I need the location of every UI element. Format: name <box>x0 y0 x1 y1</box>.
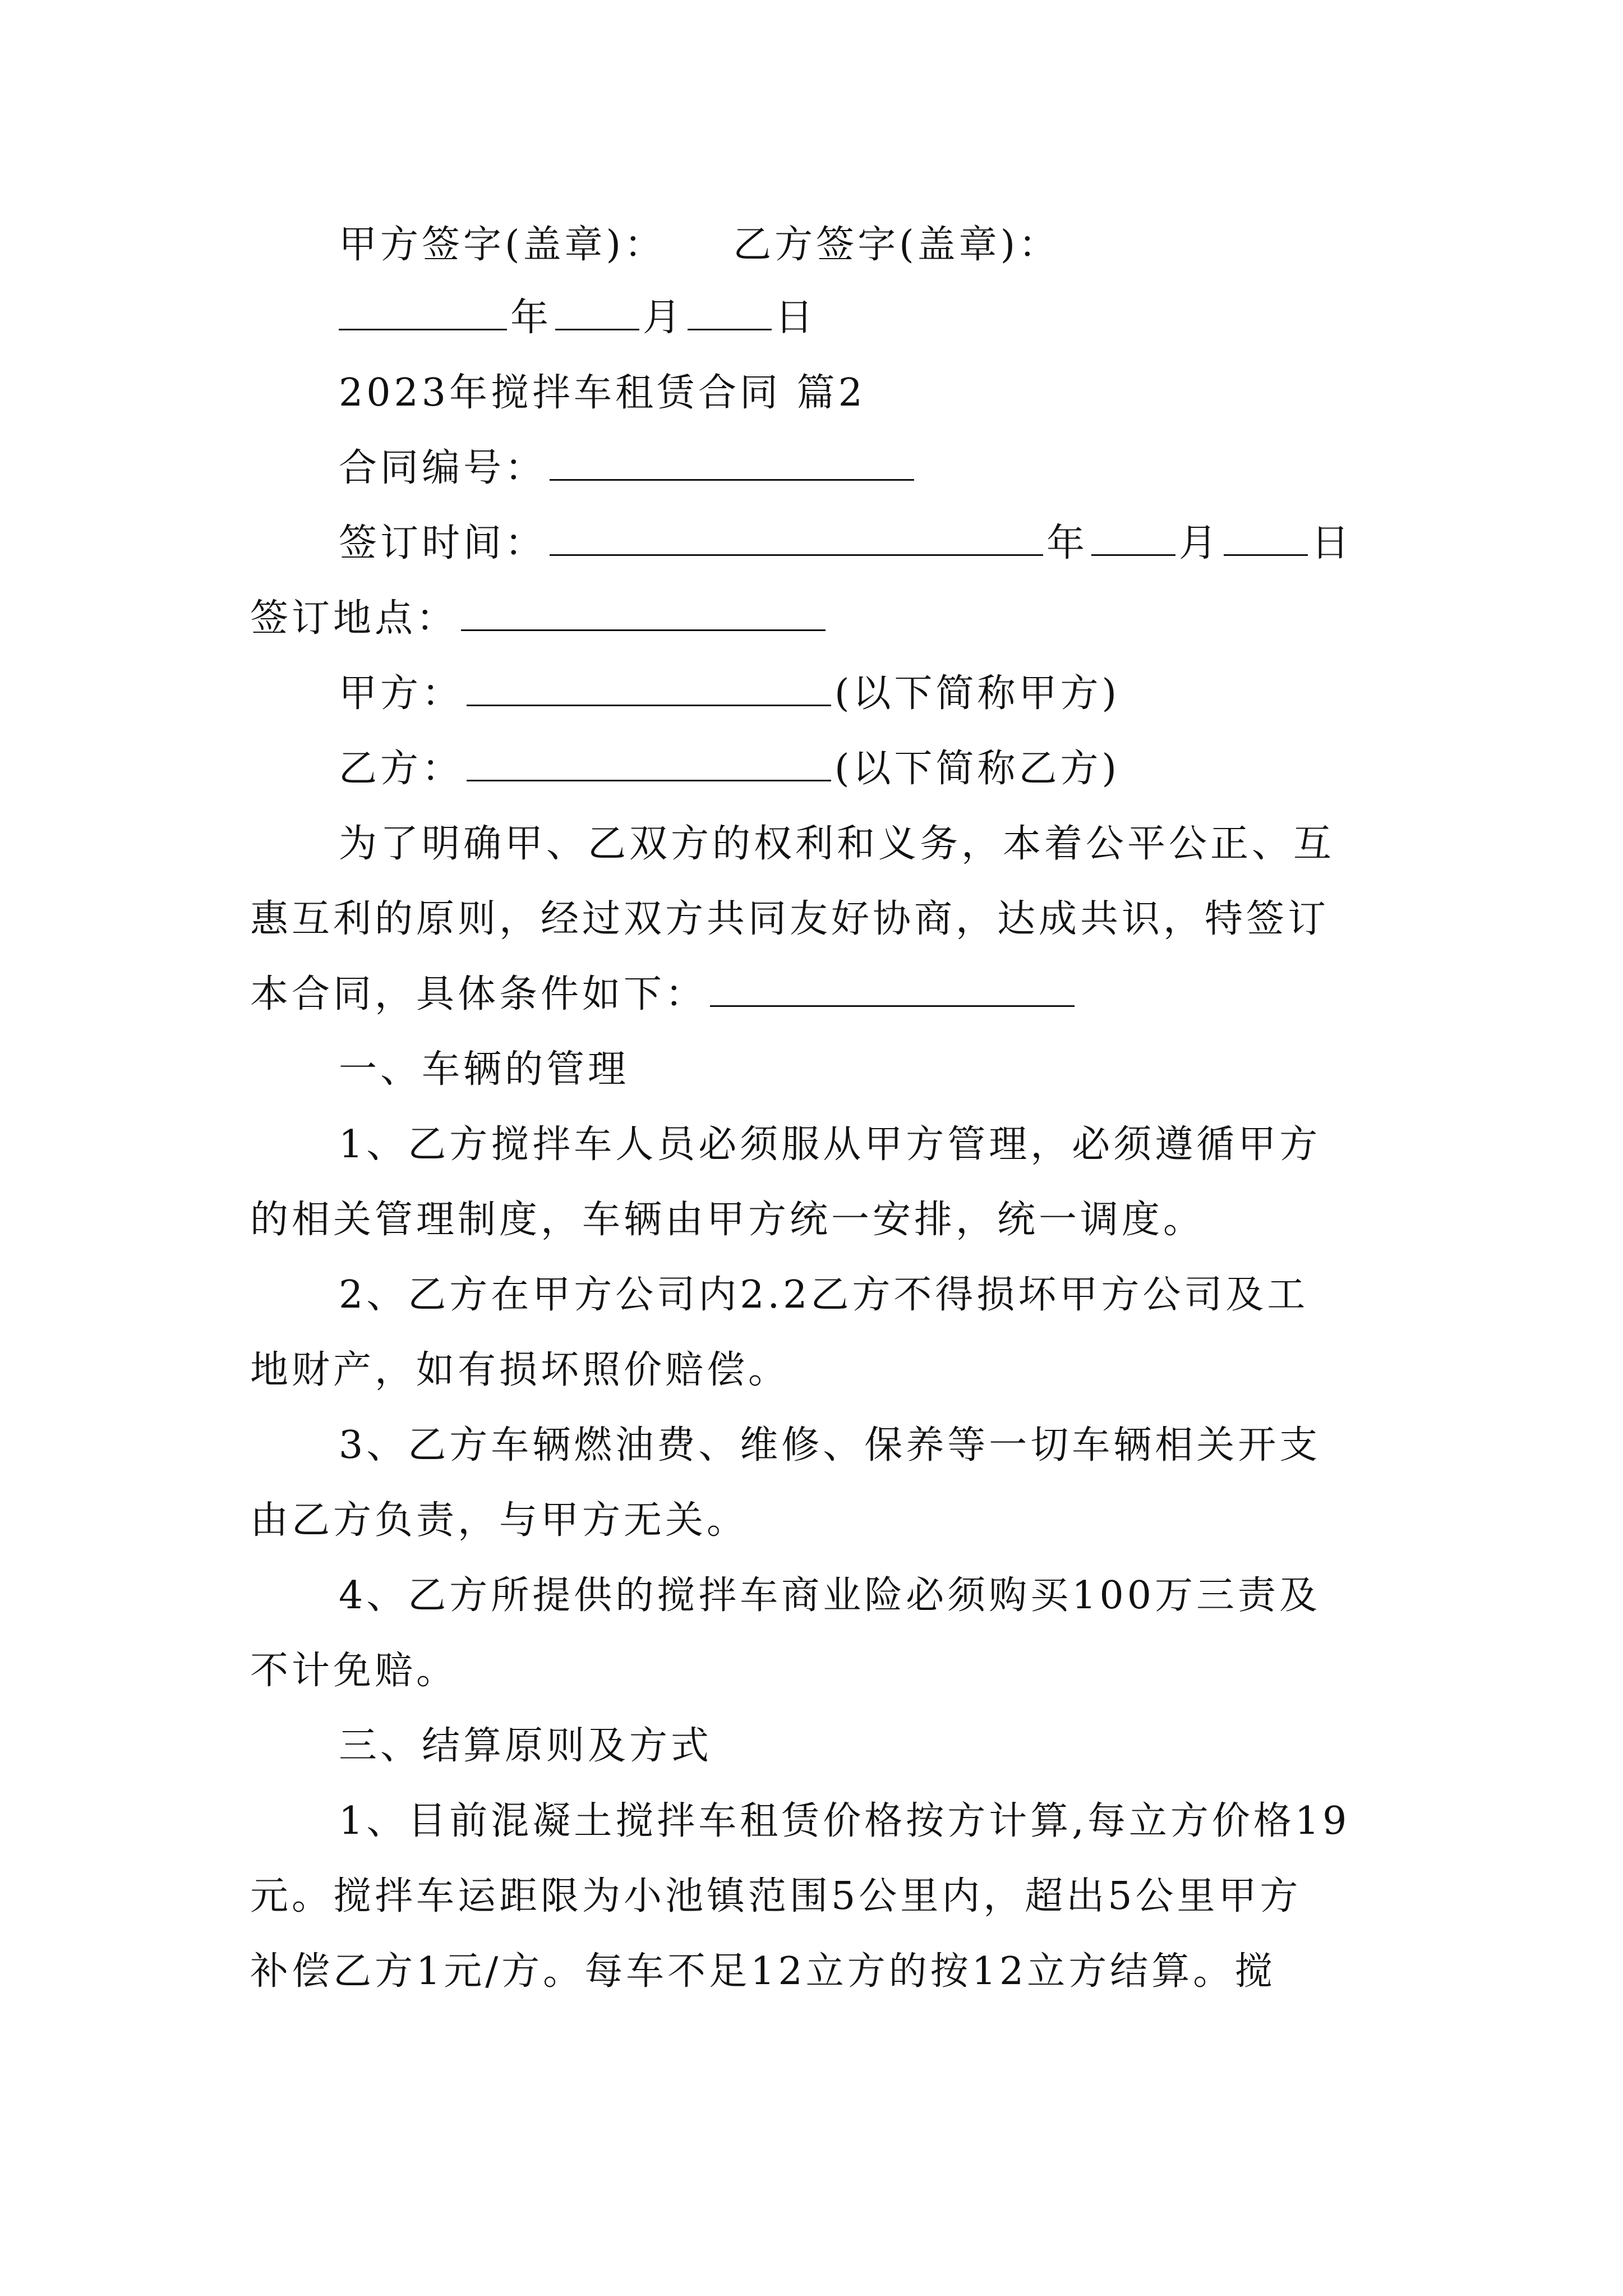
intro-line-1: 为了明确甲、乙双方的权利和义务，本着公平公正、互 <box>339 822 1335 866</box>
section-heading-vehicle-management: 一、车辆的管理 <box>339 1047 630 1092</box>
item-3-line-2: 由乙方负责，与甲方无关。 <box>250 1498 749 1543</box>
intro-line-3 <box>0 969 1623 1020</box>
sign-time-month-blank <box>1091 518 1175 556</box>
sign-time-year: 年 <box>1046 521 1089 565</box>
party-a-line <box>0 669 1623 719</box>
sign-time-day-blank <box>1224 518 1308 556</box>
party-b-label: 乙方： <box>339 747 464 791</box>
intro-blank <box>710 969 1075 1007</box>
party-a-label: 甲方： <box>339 671 464 716</box>
contract-number-line <box>0 443 1623 494</box>
year-label: 年 <box>510 296 552 340</box>
item-4-line-1: 4、乙方所提供的搅拌车商业险必须购买100万三责及 <box>339 1573 1321 1618</box>
sign-place-blank <box>461 593 826 631</box>
signature-line <box>0 220 1623 270</box>
sign-time-label: 签订时间： <box>339 521 547 565</box>
intro-line-3-text: 本合同，具体条件如下： <box>250 972 707 1016</box>
settlement-line-2: 元。搅拌车运距限为小池镇范围5公里内，超出5公里甲方 <box>250 1874 1302 1918</box>
year-blank <box>339 293 507 330</box>
item-4-line-2: 不计免赔。 <box>250 1649 458 1693</box>
settlement-line-1: 1、目前混凝土搅拌车租赁价格按方计算,每立方价格19 <box>339 1799 1350 1843</box>
date-line <box>0 293 1623 343</box>
day-blank <box>688 293 772 330</box>
sign-place-line <box>0 593 1623 644</box>
party-b-signature-label: 乙方签字(盖章)： <box>733 223 1061 267</box>
sign-place-label: 签订地点： <box>250 596 458 641</box>
party-a-blank <box>467 669 831 706</box>
contract-heading: 2023年搅拌车租赁合同 篇2 <box>339 371 866 415</box>
item-3-line-1: 3、乙方车辆燃油费、维修、保养等一切车辆相关开支 <box>339 1423 1321 1467</box>
item-2-line-1: 2、乙方在甲方公司内2.2乙方不得损坏甲方公司及工 <box>339 1273 1309 1317</box>
month-label: 月 <box>643 296 685 340</box>
day-label: 日 <box>775 296 817 340</box>
section-heading-settlement: 三、结算原则及方式 <box>339 1724 713 1768</box>
party-a-signature-label: 甲方签字(盖章)： <box>339 223 666 267</box>
contract-number-label: 合同编号： <box>339 446 547 490</box>
sign-time-blank <box>550 518 1043 556</box>
sign-time-line <box>0 518 1623 569</box>
party-b-blank <box>467 744 831 781</box>
party-b-note: (以下简称乙方) <box>834 747 1121 791</box>
party-b-line <box>0 744 1623 794</box>
item-1-line-1: 1、乙方搅拌车人员必须服从甲方管理，必须遵循甲方 <box>339 1122 1321 1167</box>
party-a-note: (以下简称甲方) <box>834 671 1121 716</box>
sign-time-day: 日 <box>1311 521 1353 565</box>
contract-number-blank <box>550 443 914 481</box>
sign-time-month: 月 <box>1179 521 1221 565</box>
settlement-line-3: 补偿乙方1元/方。每车不足12立方的按12立方结算。搅 <box>250 1949 1276 1994</box>
month-blank <box>555 293 639 330</box>
item-1-line-2: 的相关管理制度，车辆由甲方统一安排，统一调度。 <box>250 1198 1205 1242</box>
intro-line-2: 惠互利的原则，经过双方共同友好协商，达成共识，特签订 <box>250 897 1330 941</box>
item-2-line-2: 地财产，如有损坏照价赔偿。 <box>250 1348 790 1392</box>
